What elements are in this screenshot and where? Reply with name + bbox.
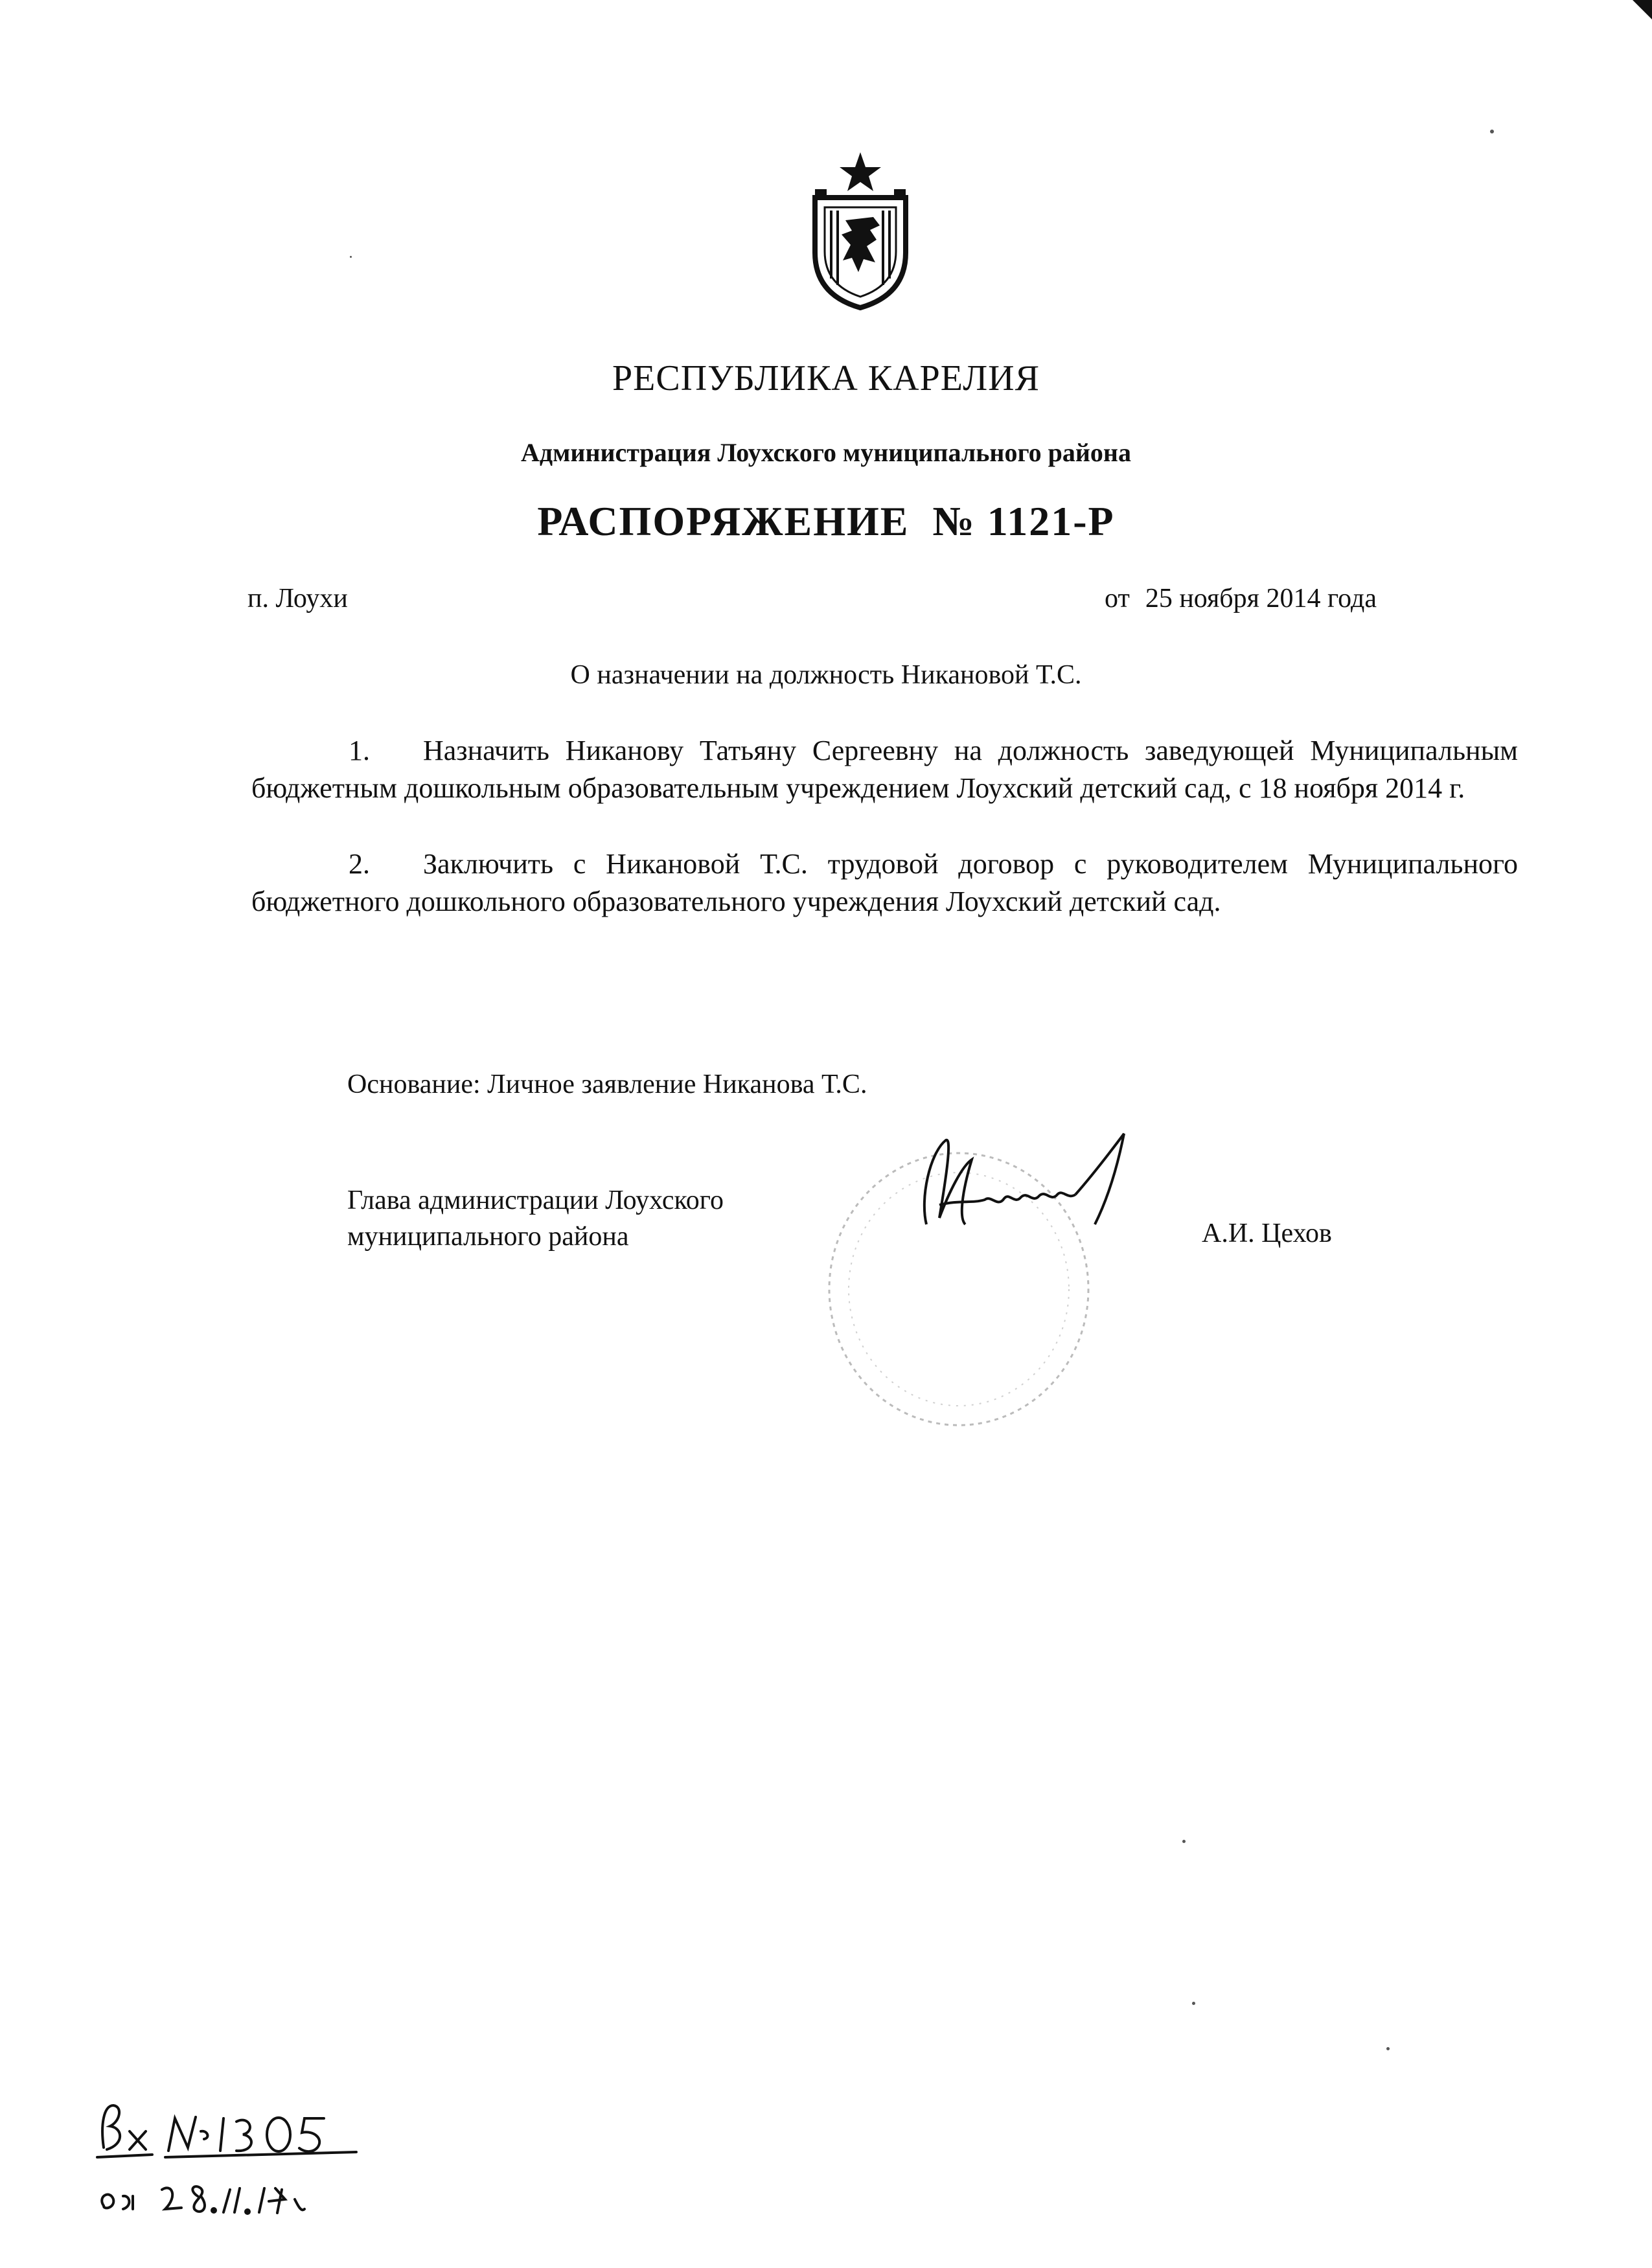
order-item-2 [251,845,1518,921]
administration-heading: Администрация Лоухского муниципального района [521,438,1131,467]
handwritten-registration-note-icon [84,2092,382,2241]
republic-heading: РЕСПУБЛИКА КАРЕЛИЯ [612,358,1040,398]
order-date: 25 ноября 2014 года [1145,584,1377,613]
position-line-2: муниципального района [347,1222,629,1252]
basis-line: Основание: Личное заявление Никанова Т.С. [347,1070,867,1099]
position-line-1: Глава администрации Лоухского [347,1186,724,1215]
signatory-position [347,1182,724,1255]
handwritten-signature-icon [901,1127,1147,1244]
scan-speck [350,256,352,258]
place-label: п. Лоухи [247,584,348,613]
date-prefix: от [1105,584,1130,613]
order-subject: О назначении на должность Никановой Т.С. [570,660,1082,690]
scan-speck [1386,2047,1390,2050]
order-title: РАСПОРЯЖЕНИЕ № 1121-Р [537,498,1115,544]
scan-speck [1490,130,1494,133]
item-text: Заключить с Никановой Т.С. трудовой договор с руководителем Муниципального бюджетного дошкольного образовательного учреждения Лоухский детский сад. [251,848,1518,917]
item-number: 1. [349,735,370,766]
scan-speck [1192,2002,1195,2005]
order-item-1 [251,732,1518,807]
scan-speck [1182,1840,1186,1843]
date-line [1105,583,1377,614]
signatory-name: А.И. Цехов [1202,1219,1332,1248]
karelia-coat-of-arms-icon [805,149,915,311]
item-number: 2. [349,848,370,880]
item-text: Назначить Никанову Татьяну Сергеевну на должность заведующей Муниципальным бюджетным дошкольным образовательным учреждением Лоухский детский сад, с 18 ноября 2014 г. [251,735,1518,804]
scan-corner-mark [1626,0,1652,26]
